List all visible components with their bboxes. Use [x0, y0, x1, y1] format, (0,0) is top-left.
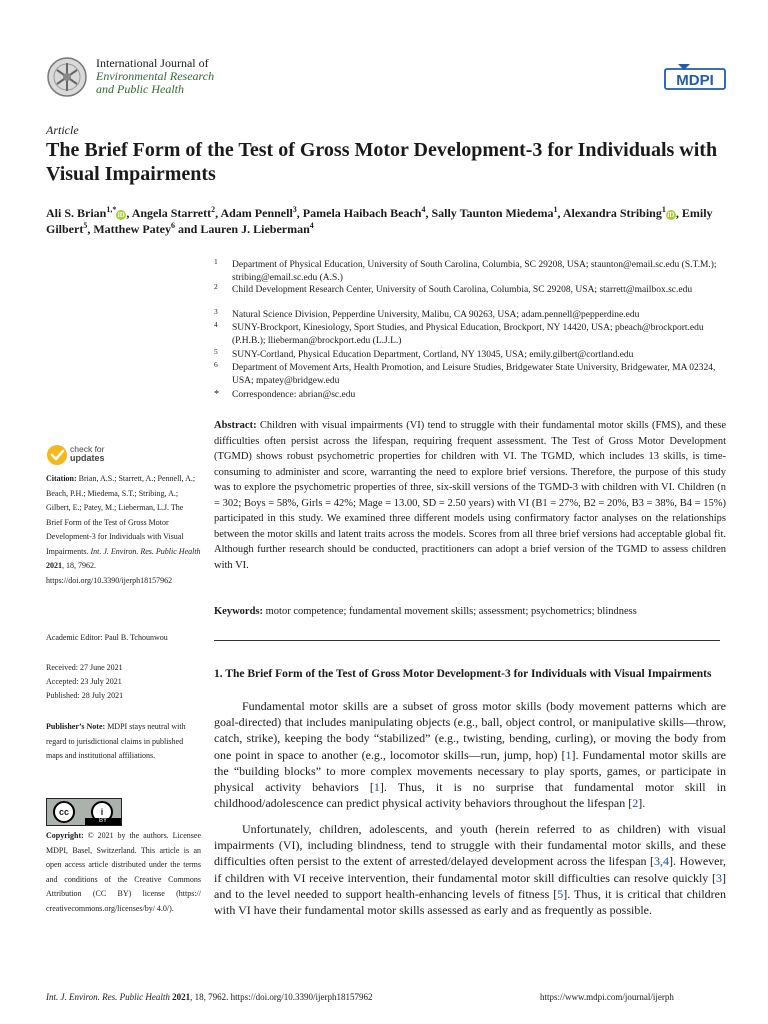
- affiliation-number: 1: [214, 257, 218, 266]
- citation-text: Brian, A.S.; Starrett, A.; Pennell, A.; Beach, P.H.; Miedema, S.T.; Stribing, A.; Gilbert, E.; Patey, M.; Lieberman, L.J. The Brief Form of the Test of Gross Motor Development-3 for Individuals with Visual Impairments.: [46, 474, 196, 556]
- abstract-text: Children with visual impairments (VI) tend to struggle with their fundamental motor skills (FMS), and these difficulties often persist across the lifespan, requiring frequent assessment. The Test of Gross Motor Development (TGMD) shows robust psychometric properties for children with VI. The TGMD, which includes 13 skills, is time-consuming to administer and score, warranting the need to explore brief versions. Therefore, the purpose of this study was to explore the psychometric properties of three, six-skill versions of the TGMD-3 with children with VI. Children (n = 302; Boys = 58%, Girls = 42%; Mage = 13.00, SD = 2.50 years) with VI (B1 = 27%, B2 = 20%, B3 = 38%, B4 = 15%) participated in this study. We examined three different models using confirmatory factor analyses on the relationships between the motor skills and latent traits across the models. Scores from all three brief versions had acceptable global fit. Although further research should be conducted, practitioners can adopt a brief version of the TGMD to assess children with VI.: [214, 420, 726, 571]
- author-affil-sup: 4: [421, 205, 426, 214]
- author-name[interactable]: , Emily Gilbert: [46, 206, 713, 236]
- author-name[interactable]: , Sally Taunton Miedema: [425, 206, 554, 220]
- mdpi-logo[interactable]: [664, 62, 726, 92]
- body-text: ]. However, if children with VI receive intervention, their fundamental motor skill difficulties can resolve quickly [: [214, 854, 727, 885]
- author-affil-sup: 5: [83, 221, 88, 230]
- abstract: [214, 418, 726, 573]
- check-for-updates-icon[interactable]: [46, 444, 68, 466]
- citation-year: 2021: [46, 561, 62, 570]
- body-text: Fundamental motor skills are a subset of gross motor skills (body movement patterns which are goal-directed) that includes manipulating objects (e.g., ball, object control, or manipulative skills—throw, catch, strike), keeping the body “stabilized” (e.g., twisting, bending, curling), or moving the body from one point in space to another (e.g., locomotor skills—run, jump, hop) [: [214, 699, 726, 762]
- affiliation-number: 3: [214, 307, 218, 316]
- check-for-updates-button[interactable]: [70, 445, 105, 463]
- orcid-icon[interactable]: iD: [117, 211, 125, 219]
- footer-year: 2021: [169, 992, 191, 1002]
- author-affil-sup: 4: [309, 221, 314, 230]
- author-name[interactable]: , Alexandra Stribing: [557, 206, 662, 220]
- journal-logo-icon: [46, 56, 88, 98]
- author-affil-sup: 6: [170, 221, 175, 230]
- journal-name-line2: Environmental Research: [96, 69, 215, 83]
- citation-label: Citation:: [46, 474, 77, 483]
- body-text: ]. Fundamental motor skills are the “building blocks” to more complex movements necessary to play sports, games, or participate in physical activity behaviors [: [214, 747, 727, 795]
- author-name[interactable]: , Matthew Patey: [87, 222, 171, 236]
- academic-editor: Academic Editor: Paul B. Tchounwou: [46, 633, 168, 642]
- keywords-text: motor competence; fundamental movement skills; assessment; psychometrics; blindness: [263, 606, 637, 617]
- publisher-note-text: MDPI stays neutral with regard to jurisdictional claims in published maps and institutional affiliations.: [46, 722, 186, 760]
- reference-link[interactable]: 2: [632, 796, 639, 811]
- author-name[interactable]: , Pamela Haibach Beach: [296, 206, 422, 220]
- body-paragraph-2: [214, 821, 726, 918]
- affiliation-number: 6: [214, 360, 218, 369]
- body-text: ]. Thus, it is no surprise that fundamental motor skill in childhood/adolescence can predict physical activity behaviors throughout the lifespan [: [214, 780, 726, 811]
- copyright-label: Copyright:: [46, 831, 84, 840]
- reference-link[interactable]: 1: [373, 780, 380, 795]
- author-name[interactable]: , Angela Starrett: [126, 206, 212, 220]
- reference-link[interactable]: 3: [716, 870, 722, 885]
- journal-name: [96, 57, 214, 96]
- mdpi-logo-text: MDPI: [676, 72, 714, 89]
- published-date: Published: 28 July 2021: [46, 691, 124, 700]
- affiliation-number: 2: [214, 282, 218, 291]
- affiliation-text: Natural Science Division, Pepperdine University, Malibu, CA 90263, USA; adam.pennell@pepperdine.edu: [232, 310, 640, 320]
- author-list: [46, 205, 726, 237]
- section-divider: [214, 640, 720, 641]
- cc-by-license-badge[interactable]: [46, 798, 122, 826]
- affiliation-text: Correspondence: abrian@sc.edu: [232, 390, 356, 400]
- journal-name-line3: and Public Health: [96, 82, 184, 96]
- by-label: BY: [85, 818, 121, 825]
- author-affil-sup: 1: [661, 205, 666, 214]
- citation-journal: Int. J. Environ. Res. Public Health: [90, 546, 201, 556]
- affiliation-number: *: [214, 389, 219, 400]
- cc-icon: cc: [53, 801, 75, 823]
- publisher-note: [46, 720, 201, 764]
- footer-journal-url[interactable]: https://www.mdpi.com/journal/ijerph: [540, 992, 674, 1002]
- reference-link[interactable]: 3,4: [654, 854, 670, 869]
- journal-name-line1: International Journal of: [96, 56, 209, 70]
- abstract-label: Abstract:: [214, 420, 257, 431]
- affiliation-number: 4: [214, 320, 218, 329]
- affiliation-text: Child Development Research Center, University of South Carolina, Columbia, SC 29208, USA; starrett@mailbox.sc.edu: [232, 285, 693, 295]
- affiliation-number: 5: [214, 347, 218, 356]
- check-for-updates-line2: updates: [70, 453, 105, 463]
- author-affil-sup: 1,*: [106, 205, 117, 214]
- author-affil-sup: 2: [211, 205, 216, 214]
- author-name[interactable]: and Lauren J. Lieberman: [174, 222, 310, 236]
- author-affil-sup: 3: [292, 205, 297, 214]
- affiliation-text: Department of Physical Education, University of South Carolina, Columbia, SC 29208, USA; staunton@email.sc.edu (S.T.M.); stribing@email.sc.edu (A.S.): [232, 260, 717, 283]
- body-text: ].: [638, 796, 646, 811]
- keywords-label: Keywords:: [214, 606, 263, 617]
- footer-doi[interactable]: , 18, 7962. https://doi.org/10.3390/ijerph18157962: [190, 992, 373, 1002]
- affiliation-text: SUNY-Cortland, Physical Education Department, Cortland, NY 13045, USA; emily.gilbert@cortland.edu: [232, 350, 634, 360]
- body-text: ]. Thus, it is critical that children with VI have their fundamental motor skills assessed as early and as frequently as possible.: [214, 886, 726, 918]
- copyright-block: [46, 829, 201, 916]
- copyright-text: © 2021 by the authors. Licensee MDPI, Basel, Switzerland. This article is an open access article distributed under the terms and conditions of the Creative Commons Attribution (CC BY) license (https:// creativecommons.org/licenses/by/ 4.0/).: [46, 831, 201, 913]
- reference-link[interactable]: 1: [565, 747, 572, 762]
- received-date: Received: 27 June 2021: [46, 663, 123, 672]
- footer-citation: [46, 992, 372, 1002]
- keywords: [214, 604, 726, 620]
- citation-volume-doi[interactable]: , 18, 7962. https://doi.org/10.3390/ijerph18157962: [46, 561, 173, 585]
- publisher-note-label: Publisher’s Note:: [46, 722, 106, 731]
- section-heading: 1. The Brief Form of the Test of Gross Motor Development-3 for Individuals with Visual Impairments: [214, 668, 712, 680]
- accepted-date: Accepted: 23 July 2021: [46, 677, 122, 686]
- footer-journal: Int. J. Environ. Res. Public Health: [46, 992, 170, 1002]
- author-name[interactable]: Ali S. Brian: [46, 206, 107, 220]
- check-for-updates-line1: check for: [70, 444, 105, 454]
- author-affil-sup: 1: [553, 205, 558, 214]
- affiliation-text: Department of Movement Arts, Health Promotion, and Leisure Studies, Bridgewater State University, Bridgewater, MA 02324, USA; mpatey@bridgew.edu: [232, 363, 716, 386]
- orcid-icon[interactable]: iD: [667, 211, 675, 219]
- attribution-person-icon: i: [91, 801, 113, 823]
- author-name[interactable]: , Adam Pennell: [215, 206, 293, 220]
- reference-link[interactable]: 5: [557, 886, 564, 901]
- affiliation-text: SUNY-Brockport, Kinesiology, Sport Studies, and Physical Education, Brockport, NY 14420, USA; pbeach@brockport.edu (P.H.B.); llieberman@brockport.edu (L.J.L.): [232, 323, 704, 346]
- body-text: ] and to the level needed to support health-enhancing levels of fitness [: [214, 870, 726, 901]
- citation-block: [46, 472, 201, 588]
- body-text: Unfortunately, children, adolescents, and youth (herein referred to as children) with visual impairments (VI), including blindness, tend to struggle with their fundamental motor skills, and these difficulties often persist to the extent of arrested/delayed development across the lifespan [: [214, 822, 726, 869]
- body-paragraph-1: [214, 698, 726, 811]
- page-title: The Brief Form of the Test of Gross Motor Development-3 for Individuals with Visual Impairments: [46, 139, 718, 185]
- article-type: Article: [46, 123, 79, 137]
